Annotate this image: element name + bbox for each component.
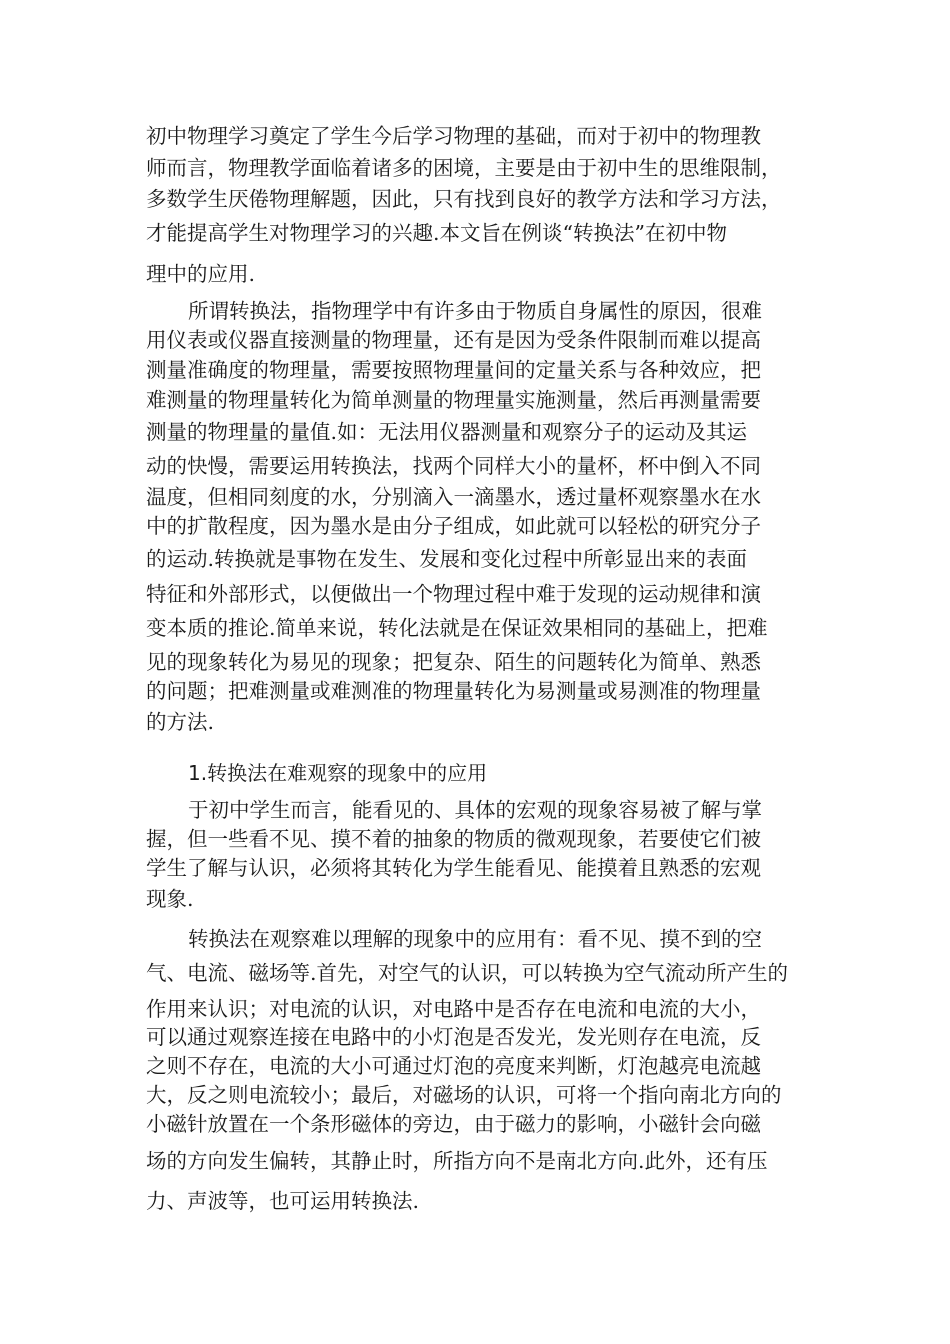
section-1-para-1-line-2: 握，但一些看不见、摸不着的抽象的物质的微观现象，若要使它们被	[146, 827, 761, 851]
definition-line-6: 动的快慢，需要运用转换法，找两个同样大小的量杯，杯中倒入不同	[146, 454, 761, 478]
section-1-para-2-line-4: 可以通过观察连接在电路中的小灯泡是否发光，发光则存在电流，反	[146, 1025, 761, 1049]
definition-line-13: 的问题；把难测量或难测准的物理量转化为易测量或易测准的物理量	[146, 679, 761, 703]
section-1-para-2-line-8: 场的方向发生偏转，其静止时，所指方向不是南北方向.此外，还有压	[146, 1149, 768, 1173]
section-1-para-1-line-3: 学生了解与认识，必须将其转化为学生能看见、能摸着且熟悉的宏观	[146, 856, 761, 880]
definition-line-5: 测量的物理量的量值.如：无法用仪器测量和观察分子的运动及其运	[146, 420, 748, 444]
intro-line-4: 才能提高学生对物理学习的兴趣.本文旨在例谈“转换法”在初中物	[146, 221, 727, 245]
definition-line-14: 的方法.	[146, 710, 215, 734]
definition-line-1: 所谓转换法，指物理学中有许多由于物质自身属性的原因，很难	[188, 299, 762, 323]
intro-line-5: 理中的应用.	[146, 262, 256, 286]
intro-line-1: 初中物理学习奠定了学生今后学习物理的基础，而对于初中的物理教	[146, 124, 761, 148]
intro-line-2: 师而言，物理教学面临着诸多的困境，主要是由于初中生的思维限制，	[146, 156, 782, 180]
section-1-para-1-line-4: 现象.	[146, 887, 194, 911]
definition-line-9: 的运动.转换就是事物在发生、发展和变化过程中所彰显出来的表面	[146, 547, 748, 571]
definition-line-10: 特征和外部形式，以便做出一个物理过程中难于发现的运动规律和演	[146, 582, 761, 606]
intro-line-3: 多数学生厌倦物理解题，因此，只有找到良好的教学方法和学习方法，	[146, 187, 782, 211]
section-1-para-2-line-2: 气、电流、磁场等.首先，对空气的认识，可以转换为空气流动所产生的	[146, 961, 789, 985]
section-1-para-2-line-1: 转换法在观察难以理解的现象中的应用有：看不见、摸不到的空	[188, 927, 762, 951]
section-1-para-2-line-6: 大，反之则电流较小；最后，对磁场的认识，可将一个指向南北方向的	[146, 1083, 782, 1107]
definition-line-12: 见的现象转化为易见的现象；把复杂、陌生的问题转化为简单、熟悉	[146, 650, 761, 674]
section-1-heading: 1.转换法在难观察的现象中的应用	[188, 761, 488, 785]
section-1-para-2-line-9: 力、声波等，也可运用转换法.	[146, 1189, 420, 1213]
definition-line-7: 温度，但相同刻度的水，分别滴入一滴墨水，透过量杯观察墨水在水	[146, 485, 761, 509]
definition-line-3: 测量准确度的物理量，需要按照物理量间的定量关系与各种效应，把	[146, 358, 761, 382]
section-1-para-2-line-7: 小磁针放置在一个条形磁体的旁边，由于磁力的影响，小磁针会向磁	[146, 1112, 761, 1136]
section-1-para-1-line-1: 于初中学生而言，能看见的、具体的宏观的现象容易被了解与掌	[188, 798, 762, 822]
definition-line-2: 用仪表或仪器直接测量的物理量，还有是因为受条件限制而难以提高	[146, 328, 761, 352]
section-1-para-2-line-3: 作用来认识；对电流的认识，对电路中是否存在电流和电流的大小，	[146, 997, 761, 1021]
definition-line-4: 难测量的物理量转化为简单测量的物理量实施测量，然后再测量需要	[146, 388, 761, 412]
definition-line-8: 中的扩散程度，因为墨水是由分子组成，如此就可以轻松的研究分子	[146, 514, 761, 538]
section-1-para-2-line-5: 之则不存在，电流的大小可通过灯泡的亮度来判断，灯泡越亮电流越	[146, 1054, 761, 1078]
definition-line-11: 变本质的推论.简单来说，转化法就是在保证效果相同的基础上，把难	[146, 616, 768, 640]
